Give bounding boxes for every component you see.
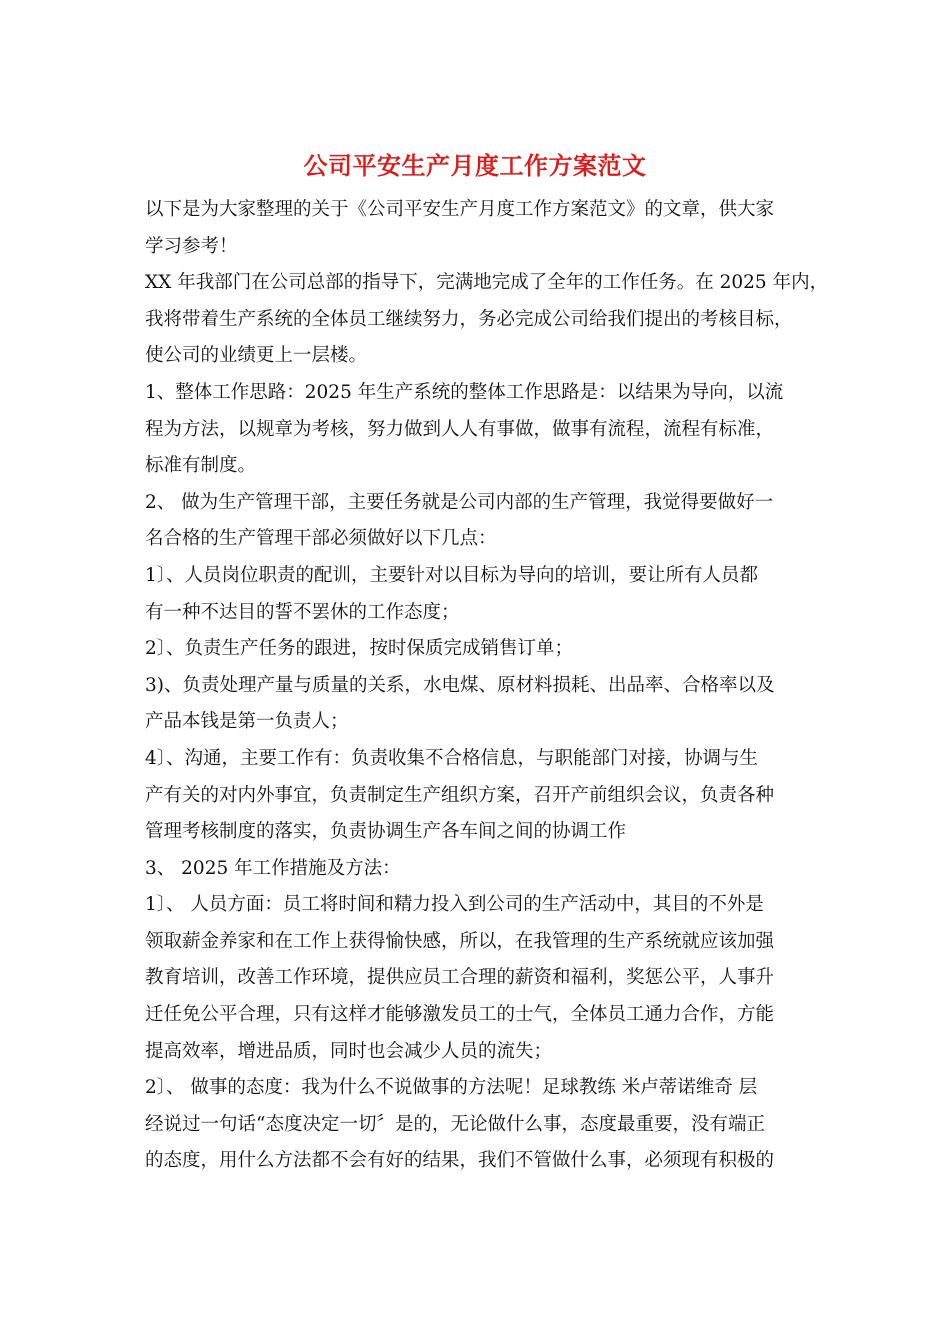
body-line: 1、整体工作思路：2025 年生产系统的整体工作思路是：以结果为导向，以流 [145, 381, 784, 403]
body-line: 2〕、 做事的态度：我为什么不说做事的方法呢！足球教练 米卢蒂诺维奇 层 [145, 1077, 758, 1099]
body-line: 产有关的对内外事宜，负责制定生产组织方案，召开产前组织会议，负责各种 [145, 784, 775, 806]
body-line: 程为方法，以规章为考核，努力做到人人有事做，做事有流程，流程有标准， [145, 418, 775, 440]
body-line: 我将带着生产系统的全体员工继续努力，务必完成公司给我们提出的考核目标， [145, 308, 793, 330]
body-line: 1〕、 人员方面：员工将时间和精力投入到公司的生产活动中，其目的不外是 [145, 894, 764, 916]
body-line: 使公司的业绩更上一层楼。 [145, 345, 368, 367]
body-line: 2〕、负责生产任务的跟进，按时保质完成销售订单； [145, 638, 574, 660]
body-line: XX 年我部门在公司总部的指导下，完满地完成了全年的工作任务。在 2025 年内， [145, 272, 829, 294]
body-line: 名合格的生产管理干部必须做好以下几点： [145, 528, 497, 550]
document-body [145, 192, 835, 1180]
body-line: 产品本钱是第一负责人； [145, 711, 349, 733]
body-line: 有一种不达目的誓不罢休的工作态度； [145, 601, 460, 623]
body-line: 管理考核制度的落实，负责协调生产各车间之间的协调工作 [145, 821, 627, 843]
body-line: 学习参考！ [145, 235, 238, 257]
body-line: 提高效率，增进品质，同时也会减少人员的流失； [145, 1040, 553, 1062]
body-line: 3、 2025 年工作措施及方法： [145, 857, 401, 879]
body-line: 迁任免公平合理，只有这样才能够激发员工的士气，全体员工通力合作，方能 [145, 1004, 775, 1026]
body-line: 领取薪金养家和在工作上获得愉快感，所以，在我管理的生产系统就应该加强 [145, 930, 775, 952]
body-line: 以下是为大家整理的关于《公司平安生产月度工作方案范文》的文章，供大家 [145, 199, 775, 220]
body-line: 2、 做为生产管理干部，主要任务就是公司内部的生产管理，我觉得要做好一 [145, 491, 774, 513]
body-line: 教育培训，改善工作环境，提供应员工合理的薪资和福利，奖惩公平，人事升 [145, 967, 775, 989]
body-line: 1〕、人员岗位职责的配训，主要针对以目标为导向的培训，要让所有人员都 [145, 564, 759, 586]
body-line: 标准有制度。 [145, 455, 257, 477]
body-line: 3)、负责处理产量与质量的关系，水电煤、原材料损耗、出品率、合格率以及 [145, 674, 775, 696]
body-line: 经说过一句话“态度决定一切〞是的，无论做什么事，态度最重要，没有端正 [145, 1113, 765, 1135]
body-line: 4〕、沟通，主要工作有：负责收集不合格信息，与职能部门对接，协调与生 [145, 747, 759, 769]
document-title: 公司平安生产月度工作方案范文 [303, 151, 647, 180]
body-line: 的态度，用什么方法都不会有好的结果，我们不管做什么事，必须现有积极的 [145, 1150, 775, 1172]
